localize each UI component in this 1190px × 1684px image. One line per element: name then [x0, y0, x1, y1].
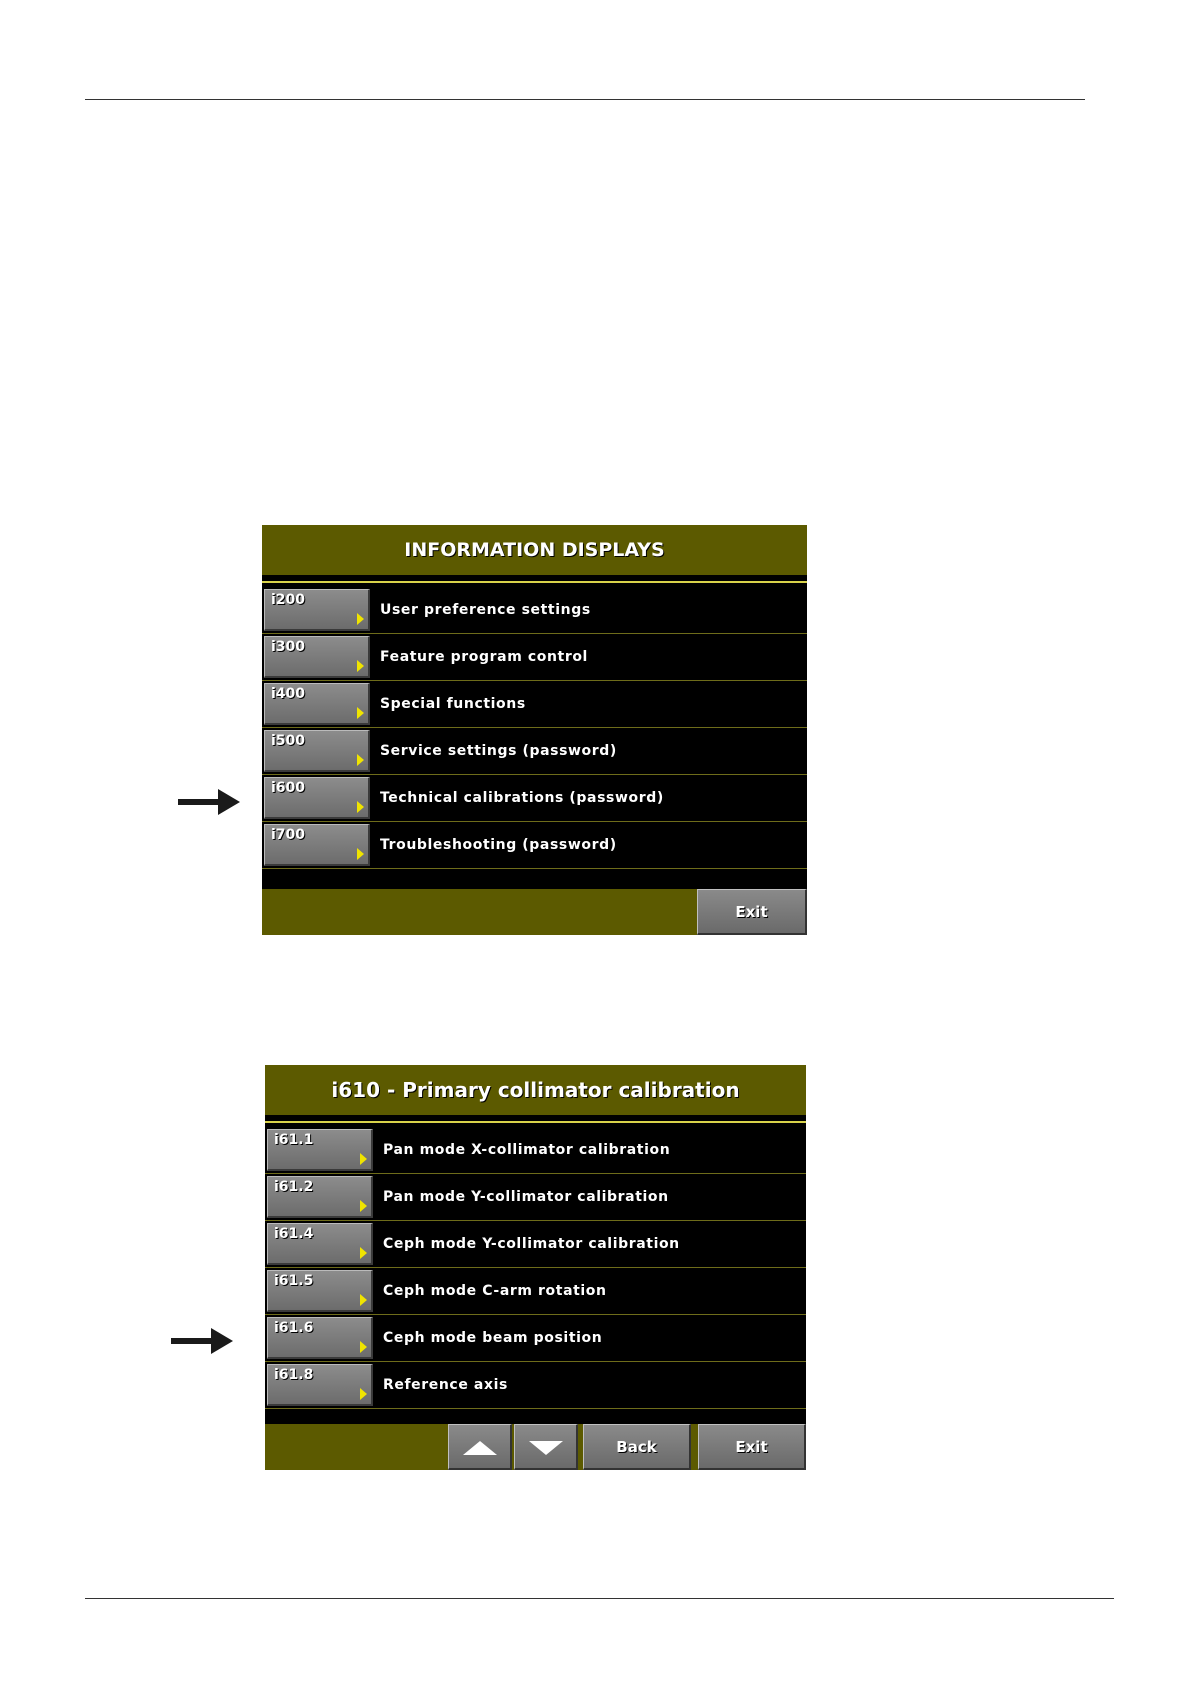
menu-item-i700[interactable]: [262, 822, 807, 869]
bottom-toolbar: [265, 1424, 806, 1470]
menu-item-i600[interactable]: [262, 775, 807, 822]
arrow-right-icon: [360, 1247, 367, 1259]
menu-item-code-button[interactable]: i61.1: [267, 1129, 373, 1171]
menu-item-code-button[interactable]: i700: [264, 824, 370, 866]
menu-item-i200[interactable]: [262, 587, 807, 634]
triangle-up-icon: [463, 1441, 497, 1455]
menu-item-code-button[interactable]: i61.6: [267, 1317, 373, 1359]
arrow-right-icon: [357, 707, 364, 719]
menu-item-i61-5[interactable]: [265, 1268, 806, 1315]
menu-item-i300[interactable]: [262, 634, 807, 681]
menu-item-code-button[interactable]: i400: [264, 683, 370, 725]
menu-item-label: Ceph mode Y-collimator calibration: [383, 1236, 680, 1252]
menu-item-i61-4[interactable]: [265, 1221, 806, 1268]
exit-button[interactable]: Exit: [698, 1424, 806, 1470]
footer-rule: [85, 1598, 1114, 1599]
header-rule: [85, 99, 1085, 100]
menu-item-code-button[interactable]: i61.4: [267, 1223, 373, 1265]
arrow-right-icon: [360, 1153, 367, 1165]
menu-item-label: User preference settings: [380, 602, 591, 618]
menu-item-label: Feature program control: [380, 649, 588, 665]
menu-item-label: Ceph mode beam position: [383, 1330, 603, 1346]
menu-item-i500[interactable]: [262, 728, 807, 775]
arrow-right-icon: [357, 848, 364, 860]
menu-item-i61-6[interactable]: [265, 1315, 806, 1362]
menu-item-label: Pan mode Y-collimator calibration: [383, 1189, 669, 1205]
screen-title: INFORMATION DISPLAYS: [262, 525, 807, 575]
menu-item-code-button[interactable]: i200: [264, 589, 370, 631]
menu-item-i400[interactable]: [262, 681, 807, 728]
arrow-right-icon: [360, 1200, 367, 1212]
exit-button[interactable]: Exit: [697, 889, 807, 935]
arrow-right-icon: [360, 1388, 367, 1400]
menu-item-label: Ceph mode C-arm rotation: [383, 1283, 607, 1299]
menu-item-code-button[interactable]: i500: [264, 730, 370, 772]
title-divider: [262, 581, 807, 583]
arrow-right-icon: [360, 1294, 367, 1306]
scroll-down-button[interactable]: [514, 1424, 578, 1470]
primary-collimator-calibration-screen: [265, 1065, 806, 1470]
arrow-right-icon: [357, 613, 364, 625]
title-divider: [265, 1121, 806, 1123]
menu-item-i61-1[interactable]: [265, 1127, 806, 1174]
menu-list: [262, 587, 807, 869]
arrow-right-icon: [357, 660, 364, 672]
menu-item-i61-2[interactable]: [265, 1174, 806, 1221]
arrow-right-icon: [357, 801, 364, 813]
triangle-down-icon: [529, 1441, 563, 1455]
menu-item-label: Service settings (password): [380, 743, 617, 759]
menu-item-label: Pan mode X-collimator calibration: [383, 1142, 671, 1158]
menu-item-code-button[interactable]: i61.5: [267, 1270, 373, 1312]
menu-item-label: Troubleshooting (password): [380, 837, 617, 853]
arrow-right-icon: [357, 754, 364, 766]
bottom-toolbar: [262, 889, 807, 935]
menu-item-code-button[interactable]: i61.2: [267, 1176, 373, 1218]
menu-item-i61-8[interactable]: [265, 1362, 806, 1409]
information-displays-screen: [262, 525, 807, 935]
menu-item-code-button[interactable]: i61.8: [267, 1364, 373, 1406]
menu-item-label: Reference axis: [383, 1377, 508, 1393]
pointer-arrow-icon: [171, 1328, 233, 1354]
scroll-up-button[interactable]: [448, 1424, 512, 1470]
menu-item-code-button[interactable]: i300: [264, 636, 370, 678]
arrow-right-icon: [360, 1341, 367, 1353]
menu-item-label: Technical calibrations (password): [380, 790, 664, 806]
menu-item-label: Special functions: [380, 696, 526, 712]
menu-list: [265, 1127, 806, 1409]
back-button[interactable]: Back: [583, 1424, 691, 1470]
screen-title: i610 - Primary collimator calibration: [265, 1065, 806, 1115]
pointer-arrow-icon: [178, 789, 240, 815]
menu-item-code-button[interactable]: i600: [264, 777, 370, 819]
